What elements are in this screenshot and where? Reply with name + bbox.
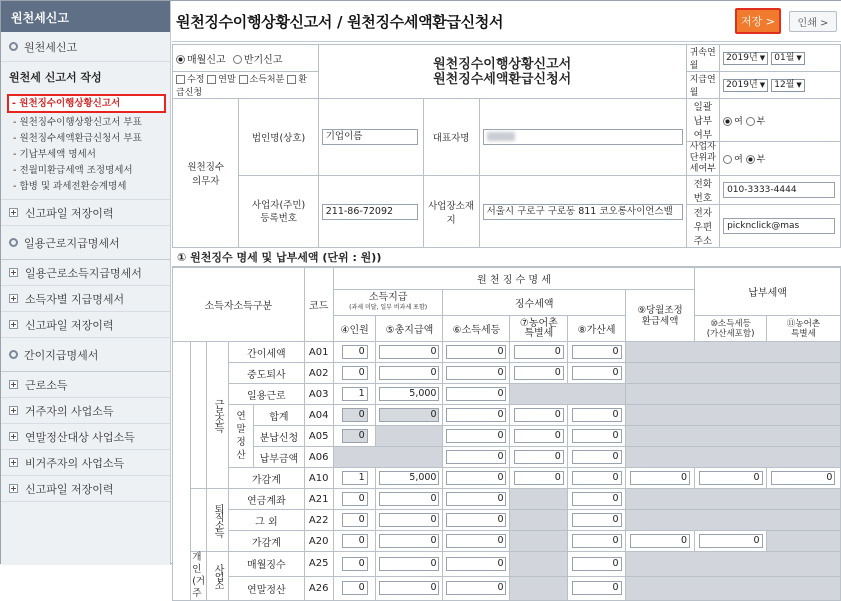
sidebar-item-label: 근로소득 (25, 378, 68, 392)
sidebar-item-save-history-3[interactable] (1, 476, 170, 502)
total-pay-input[interactable]: 0 (379, 366, 439, 380)
penalty-input[interactable]: 0 (572, 366, 622, 380)
radio-bulk-no[interactable] (746, 117, 755, 126)
income-tax-input[interactable]: 0 (446, 387, 506, 401)
withholding-detail-table (172, 267, 841, 601)
row-label: 연말정산 (229, 576, 305, 601)
income-tax-input[interactable]: 0 (446, 408, 506, 422)
sidebar-item-daily-labor-pay[interactable] (1, 260, 170, 286)
penalty-input[interactable]: 0 (572, 534, 622, 548)
disabled-cell (376, 426, 443, 447)
group-business-label: 사업소 (207, 552, 229, 601)
sidebar-subitem-prepaid-tax[interactable]: - 기납부세액 명세서 (13, 149, 96, 160)
bizno-cell (318, 176, 423, 248)
sidebar-item-label: 소득자별 지급명세서 (25, 292, 125, 306)
circle-bullet-icon (9, 350, 18, 359)
report-type-cell (173, 45, 319, 72)
pay-month-select[interactable]: 12월 ▼ (771, 79, 805, 92)
bizno-input[interactable]: 211-86-72092 (322, 204, 418, 220)
rural-tax-input[interactable]: 0 (514, 366, 564, 380)
row-group-indent (191, 342, 207, 489)
row-label: 가감계 (229, 531, 305, 552)
people-input[interactable]: 0 (342, 492, 368, 506)
sidebar-item-save-history-1[interactable] (1, 200, 170, 226)
report-flags-cell (173, 72, 319, 99)
sidebar-item-simple-payment[interactable] (1, 338, 170, 372)
sidebar-subitem-withholding-status-report[interactable]: - 원천징수이행상황신고서 (7, 94, 166, 113)
expand-icon (9, 432, 18, 441)
report-header-form (172, 44, 841, 248)
sidebar-item-label: 간이지급명세서 (24, 348, 99, 362)
sidebar-item-label: 원천세신고 (24, 40, 78, 54)
checkbox-label: 연말 (218, 75, 236, 85)
table-row (173, 531, 841, 552)
disabled-cell (625, 405, 840, 426)
sidebar-item-label: 일용근로지급명세서 (24, 236, 120, 250)
row-code: A03 (304, 384, 333, 405)
col-pay-income-tax: ⑩소득세등 (가산세포함) (695, 316, 767, 342)
sidebar-item-per-income[interactable] (1, 286, 170, 312)
expand-icon (9, 294, 18, 303)
sidebar-subitem-status-annex[interactable]: - 원천징수이행상황신고서 부표 (13, 117, 142, 128)
row-code: A01 (304, 342, 333, 363)
sidebar-item-label: 신고파일 저장이력 (25, 482, 114, 496)
phone-cell (720, 176, 841, 205)
table-row (173, 468, 841, 489)
group-retire-label: 퇴직소득 (207, 489, 229, 552)
income-tax-input[interactable]: 0 (446, 581, 506, 595)
income-tax-input[interactable]: 0 (446, 366, 506, 380)
penalty-input[interactable]: 0 (572, 429, 622, 443)
row-code: A04 (304, 405, 333, 426)
checkbox-income-disposal[interactable] (239, 75, 248, 84)
belong-year-select[interactable]: 2019년 ▼ (723, 52, 768, 65)
checkbox-year-end[interactable] (207, 75, 216, 84)
belong-month-select[interactable]: 01월 ▼ (771, 52, 805, 65)
doc-title-1: 원천징수이행상황신고서 (433, 56, 572, 72)
corp-label: 법인명(상호) (239, 99, 318, 176)
disabled-cell (625, 576, 840, 601)
rural-tax-input[interactable]: 0 (514, 429, 564, 443)
group-labor-label: 근로소득 (207, 342, 229, 489)
disabled-cell (510, 576, 568, 601)
radio-label: 매월신고 (187, 54, 226, 66)
total-pay-input[interactable]: 0 (379, 513, 439, 527)
table-row (173, 426, 841, 447)
income-tax-input[interactable]: 0 (446, 492, 506, 506)
radio-label: 여 (734, 155, 743, 165)
col-penalty: ⑧가산세 (568, 316, 626, 342)
group-year-end-label: 연말 정산 (229, 405, 254, 468)
top-bar (172, 1, 841, 42)
row-code: A20 (304, 531, 333, 552)
subitem-label: 원천징수이행상황신고서 (19, 98, 121, 109)
row-label: 매월징수 (229, 552, 305, 577)
table-row (173, 576, 841, 601)
sidebar-item-daily-labor[interactable] (1, 226, 170, 260)
disabled-cell (510, 489, 568, 510)
subitem-label: 원천징수이행상황신고서 부표 (19, 117, 142, 128)
income-tax-input[interactable]: 0 (446, 345, 506, 359)
rep-label: 대표자명 (423, 99, 479, 176)
people-input[interactable]: 0 (342, 513, 368, 527)
row-label: 일용근로 (229, 384, 305, 405)
income-tax-input[interactable]: 0 (446, 557, 506, 571)
radio-unit-no[interactable] (746, 155, 755, 164)
page-title: 원천징수이행상황신고서 / 원천징수세액환급신청서 (176, 12, 504, 31)
row-label: 연금계좌 (229, 489, 305, 510)
checkbox-label: 환급신청 (176, 75, 307, 98)
row-label: 가감계 (229, 468, 305, 489)
subitem-label: 합병 및 과세전환승계명세 (19, 181, 127, 192)
checkbox-refund-request[interactable] (287, 75, 296, 84)
biz-unit-label: 사업자 단위과세여부 (686, 142, 720, 176)
people-input[interactable]: 0 (342, 557, 368, 571)
row-label: 합계 (254, 405, 305, 426)
expand-icon (9, 268, 18, 277)
people-input: 0 (342, 408, 368, 422)
circle-bullet-icon (9, 42, 18, 51)
row-label: 분납신청 (254, 426, 305, 447)
disabled-cell (625, 363, 840, 384)
pay-rural-tax-input[interactable]: 0 (771, 471, 835, 485)
disabled-cell (333, 447, 443, 468)
income-tax-input[interactable]: 0 (446, 429, 506, 443)
income-tax-input[interactable]: 0 (446, 534, 506, 548)
people-input[interactable]: 1 (342, 471, 368, 485)
adjust-header: ⑨당월조정 환급세액 (625, 290, 694, 342)
section-title: ① 원천징수 명세 및 납부세액 (단위 : 원)) (172, 248, 841, 267)
disabled-cell (625, 426, 840, 447)
disabled-cell (625, 384, 840, 405)
print-button[interactable]: 인쇄 > (789, 11, 837, 32)
pay-label: 지급연월 (686, 72, 720, 99)
sidebar-item-label: 연말정산대상 사업소득 (25, 430, 135, 444)
disabled-cell (625, 342, 840, 363)
rural-tax-input[interactable]: 0 (514, 345, 564, 359)
income-tax-input[interactable]: 0 (446, 450, 506, 464)
pay-selects (720, 72, 841, 99)
penalty-input[interactable]: 0 (572, 450, 622, 464)
sidebar-group-report-writing (1, 62, 170, 200)
pay-year-select[interactable]: 2019년 ▼ (723, 79, 768, 92)
sidebar-header: 원천세신고 (1, 1, 170, 32)
col-pay-rural-tax: ⑪농어촌 특별세 (766, 316, 840, 342)
belong-selects (720, 45, 841, 72)
income-pay-header (333, 290, 443, 316)
adjust-input[interactable]: 0 (630, 534, 690, 548)
save-button[interactable]: 저장 > (735, 8, 781, 34)
sidebar-item-label: 신고파일 저장이력 (25, 318, 114, 332)
table-row (173, 405, 841, 426)
table-row (173, 342, 841, 363)
pay-income-tax-input[interactable]: 0 (699, 471, 763, 485)
penalty-input[interactable]: 0 (572, 471, 622, 485)
sidebar-subitem-unrefunded-adjust[interactable]: - 전월미환급세액 조정명세서 (13, 165, 133, 176)
people-input[interactable]: 0 (342, 534, 368, 548)
expand-icon (9, 406, 18, 415)
disabled-cell (625, 510, 840, 531)
biz-unit-radios (720, 142, 841, 176)
penalty-input[interactable]: 0 (572, 513, 622, 527)
row-code: A06 (304, 447, 333, 468)
disabled-cell (625, 447, 840, 468)
total-pay-input[interactable]: 0 (379, 557, 439, 571)
row-group-indent (191, 489, 207, 552)
bizno-label: 사업자(주민) 등록번호 (239, 176, 318, 248)
rep-cell (479, 99, 686, 176)
expand-icon (9, 484, 18, 493)
addr-label: 사업장소재지 (423, 176, 479, 248)
sidebar-group-title[interactable] (1, 62, 170, 92)
belong-label: 귀속연월 (686, 45, 720, 72)
income-pay-label: 소득지급 (368, 291, 408, 303)
phone-input[interactable]: 010-3333-4444 (723, 182, 835, 198)
table-row (173, 489, 841, 510)
pay-income-tax-input[interactable]: 0 (699, 534, 763, 548)
rural-tax-input[interactable]: 0 (514, 408, 564, 422)
circle-bullet-icon (9, 238, 18, 247)
row-code: A26 (304, 576, 333, 601)
row-label: 납부금액 (254, 447, 305, 468)
table-row (173, 384, 841, 405)
radio-label: 부 (756, 155, 766, 165)
disabled-cell (625, 489, 840, 510)
disabled-cell (510, 384, 625, 405)
expand-icon (9, 320, 18, 329)
adjust-input[interactable]: 0 (630, 471, 690, 485)
table-row (173, 363, 841, 384)
expand-icon (9, 380, 18, 389)
radio-bulk-yes[interactable] (723, 117, 732, 126)
radio-monthly[interactable] (176, 55, 185, 64)
sidebar-item-labor-income[interactable] (1, 372, 170, 398)
table-row (173, 447, 841, 468)
sidebar-item-withholding-report[interactable] (1, 32, 170, 62)
sidebar-subitem-merger[interactable]: - 합병 및 과세전환승계명세 (13, 181, 127, 192)
sidebar-item-label: 일용근로소득지급명세서 (25, 266, 142, 280)
bulk-radios (720, 99, 841, 142)
total-pay-input[interactable]: 5,000 (379, 387, 439, 401)
pay-tax-header: 납부세액 (695, 268, 841, 316)
people-input[interactable]: 1 (342, 387, 368, 401)
addr-cell (479, 176, 686, 248)
withholding-header: 원 천 징 수 명 세 (333, 268, 694, 290)
row-label: 그 외 (229, 510, 305, 531)
expand-icon (9, 208, 18, 217)
sidebar-item-save-history-2[interactable] (1, 312, 170, 338)
radio-label: 반기신고 (243, 54, 283, 66)
withholder-label: 원천징수 의무자 (173, 99, 239, 248)
email-cell (720, 205, 841, 248)
rep-name-input[interactable] (483, 129, 683, 145)
subitem-label: 원천징수세액환급신청서 부표 (19, 133, 142, 144)
row-code: A22 (304, 510, 333, 531)
subitem-label: 전월미환급세액 조정명세서 (19, 165, 133, 176)
income-type-header: 소득자소득구분 (173, 268, 305, 342)
rural-tax-input[interactable]: 0 (514, 450, 564, 464)
income-tax-input[interactable]: 0 (446, 471, 506, 485)
people-input: 0 (342, 429, 368, 443)
radio-half[interactable] (233, 55, 242, 64)
radio-unit-yes[interactable] (723, 155, 732, 164)
disabled-cell (510, 531, 568, 552)
redacted-name (487, 132, 515, 141)
email-input[interactable]: picknclick@mas (723, 218, 835, 234)
group-title-label: 원천세 신고서 작성 (9, 71, 102, 84)
income-tax-input[interactable]: 0 (446, 513, 506, 527)
expand-icon (9, 458, 18, 467)
penalty-input[interactable]: 0 (572, 492, 622, 506)
corp-name-input[interactable]: 기업이름 (322, 129, 418, 145)
radio-label: 부 (756, 116, 766, 127)
disabled-cell (625, 552, 840, 577)
penalty-input[interactable]: 0 (572, 581, 622, 595)
row-label: 간이세액 (229, 342, 305, 363)
total-pay-input: 0 (379, 408, 439, 422)
col-people: ④인원 (333, 316, 376, 342)
phone-label: 전화번호 (686, 176, 720, 205)
sidebar-item-year-end-business[interactable] (1, 424, 170, 450)
address-input[interactable]: 서울시 구로구 구로동 811 코오롱사이언스밸 (483, 204, 683, 220)
email-label: 전자우편주소 (686, 205, 720, 248)
row-code: A21 (304, 489, 333, 510)
penalty-input[interactable]: 0 (572, 557, 622, 571)
disabled-cell (510, 510, 568, 531)
checkbox-label: 수정 (187, 75, 205, 85)
rural-tax-input[interactable]: 0 (514, 471, 564, 485)
total-pay-input[interactable]: 0 (379, 492, 439, 506)
checkbox-label: 소득처분 (249, 75, 285, 85)
sidebar-subitem-refund-annex[interactable]: - 원천징수세액환급신청서 부표 (13, 133, 142, 144)
radio-label: 여 (734, 116, 743, 127)
doc-title-cell (318, 45, 686, 99)
code-header: 코드 (304, 268, 333, 342)
people-input[interactable]: 0 (342, 366, 368, 380)
people-input[interactable]: 0 (342, 581, 368, 595)
table-row (173, 510, 841, 531)
total-pay-input[interactable]: 0 (379, 345, 439, 359)
col-income-tax: ⑥소득세등 (443, 316, 510, 342)
row-code: A10 (304, 468, 333, 489)
total-pay-input[interactable]: 0 (379, 534, 439, 548)
col-rural-tax: ⑦농어촌 특별세 (510, 316, 568, 342)
sidebar-item-label: 신고파일 저장이력 (25, 206, 114, 220)
row-group-spacer (173, 342, 191, 601)
total-pay-input[interactable]: 0 (379, 581, 439, 595)
sidebar-item-label: 거주자의 사업소득 (25, 404, 114, 418)
sidebar-item-nonresident-business[interactable] (1, 450, 170, 476)
table-row (173, 552, 841, 577)
subitem-label: 기납부세액 명세서 (19, 149, 96, 160)
sidebar (1, 1, 171, 565)
total-pay-input[interactable]: 5,000 (379, 471, 439, 485)
col-total-pay: ⑤총지급액 (376, 316, 443, 342)
penalty-input[interactable]: 0 (572, 345, 622, 359)
row-code: A25 (304, 552, 333, 577)
people-input[interactable]: 0 (342, 345, 368, 359)
main-panel (172, 1, 841, 599)
doc-title-2: 원천징수세액환급신청서 (433, 71, 572, 87)
income-pay-sub: (과세 미달, 일부 비과세 포함) (349, 303, 428, 311)
penalty-input[interactable]: 0 (572, 408, 622, 422)
row-label: 중도퇴사 (229, 363, 305, 384)
disabled-cell (766, 531, 840, 552)
group-resident-label: 개인 (거주 (192, 552, 206, 599)
disabled-cell (510, 552, 568, 577)
row-code: A02 (304, 363, 333, 384)
sidebar-item-resident-business[interactable] (1, 398, 170, 424)
checkbox-amend[interactable] (176, 75, 185, 84)
tax-collected-header: 징수세액 (443, 290, 625, 316)
row-code: A05 (304, 426, 333, 447)
corp-cell (318, 99, 423, 176)
sidebar-item-label: 비거주자의 사업소득 (25, 456, 125, 470)
bulk-label: 일괄납부 여부 (686, 99, 720, 142)
